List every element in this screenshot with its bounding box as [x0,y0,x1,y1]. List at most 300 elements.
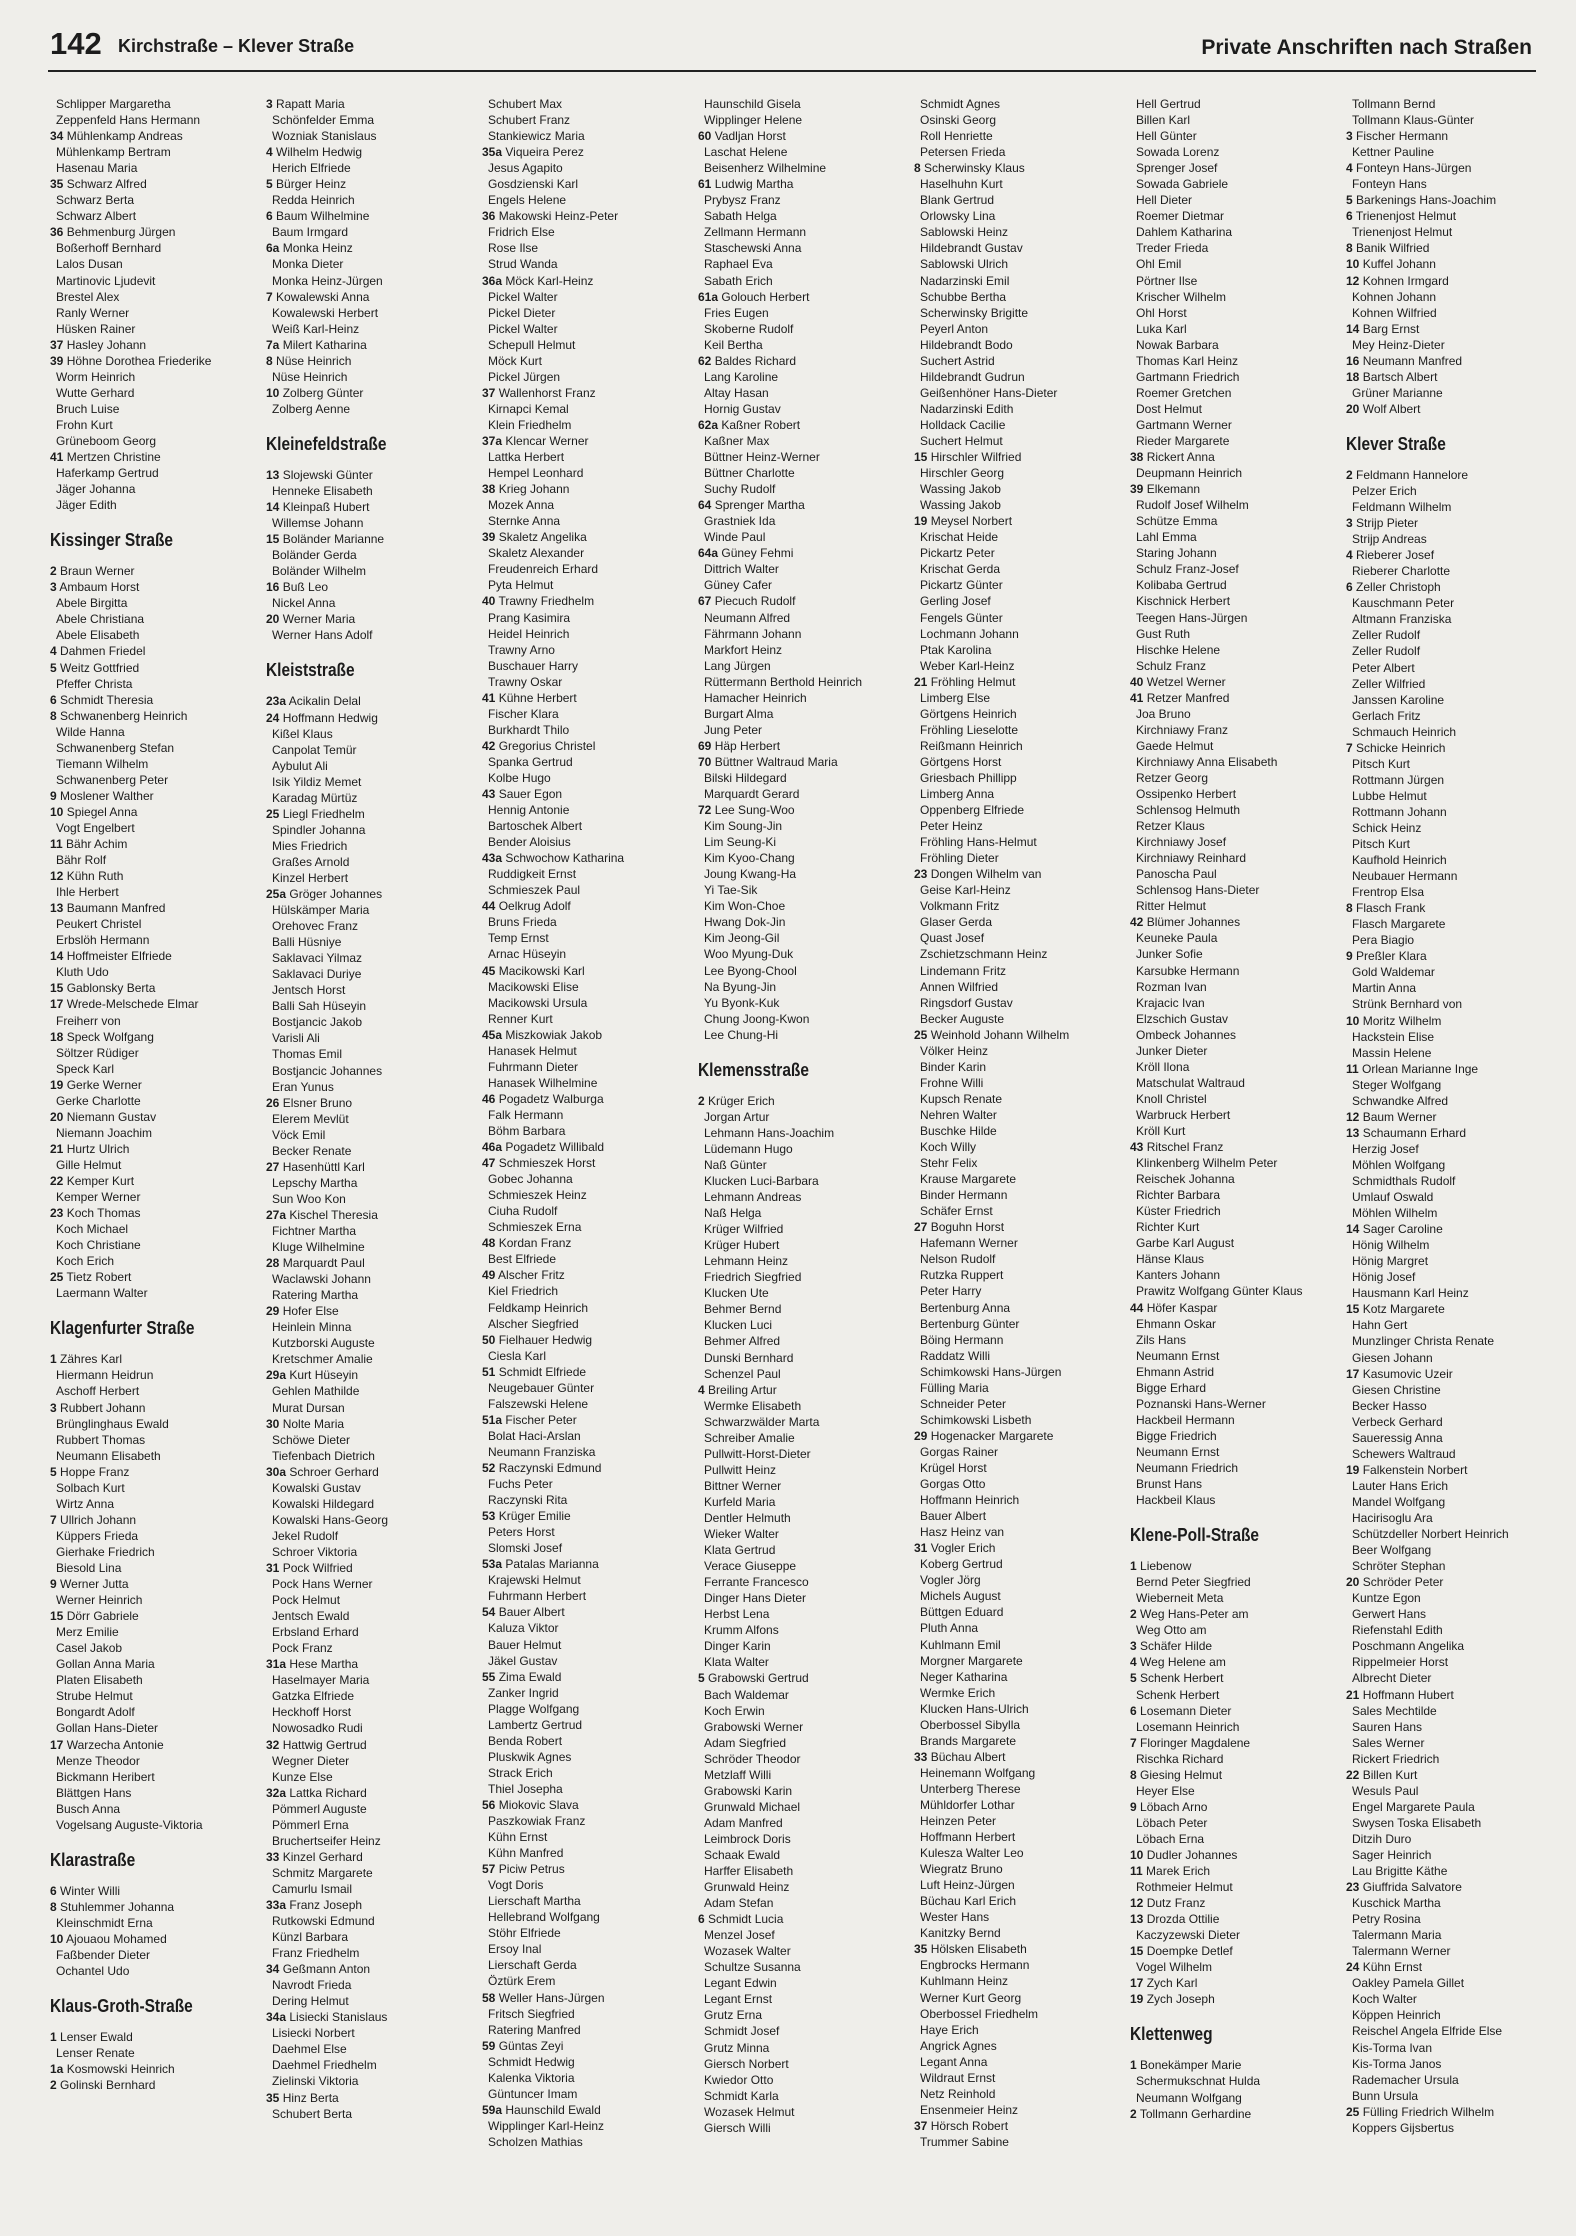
resident-name: Schmidt Hedwig [488,2054,575,2069]
resident-entry [1346,1767,1558,1783]
resident-entry [266,1400,478,1416]
resident-entry [914,577,1126,593]
resident-name: Petry Rosina [1352,1912,1421,1927]
house-number: 33a [266,1897,287,1912]
resident-name: Franz Friedhelm [272,1946,360,1961]
resident-entry [50,643,262,659]
house-number: 32a [266,1785,287,1800]
resident-name: Kuffel Johann [1362,257,1436,272]
resident-entry [1346,1574,1558,1590]
resident-entry [482,1717,694,1733]
resident-name: Ochantel Udo [56,1964,130,1979]
resident-name: Bongardt Adolf [56,1705,135,1720]
resident-name: Biesold Lina [56,1560,122,1575]
house-number: 2 [1346,467,1353,482]
resident-name: Garbe Karl August [1136,1236,1235,1251]
house-number: 30 [266,1416,280,1431]
resident-entry [914,1877,1126,1893]
resident-name: Trawny Oskar [488,674,563,689]
resident-name: Rieder Margarete [1136,433,1230,448]
house-number: 28 [266,1256,280,1271]
resident-name: Hasenau Maria [56,161,138,176]
resident-name: Neumann Wolfgang [1136,2090,1242,2105]
resident-entry [266,1785,478,1801]
house-number: 1 [1130,1559,1137,1574]
resident-entry [1346,643,1558,659]
resident-name: Brünglinghaus Ewald [56,1416,169,1431]
resident-name: Küppers Frieda [56,1528,139,1543]
resident-entry [482,930,694,946]
resident-entry [914,1011,1126,1027]
resident-name: Rickert Anna [1146,450,1215,465]
resident-entry [266,950,478,966]
resident-name: Klucken Hans-Ulrich [920,1701,1029,1716]
resident-name: Nüse Heinrich [272,369,348,384]
resident-entry [1130,1396,1342,1412]
resident-name: Gobec Johanna [488,1172,573,1187]
resident-name: Schenk Herbert [1136,1687,1220,1702]
resident-name: Thomas Karl Heinz [1136,353,1239,368]
resident-name: Möhlen Wolfgang [1352,1157,1446,1172]
resident-entry [698,465,910,481]
resident-entry [266,982,478,998]
resident-name: Jäger Johanna [56,482,136,497]
resident-entry [266,1111,478,1127]
house-number: 10 [50,1931,64,1946]
resident-name: Rubbert Thomas [56,1432,146,1447]
resident-entry [482,1765,694,1781]
resident-entry [1346,1526,1558,1542]
resident-entry [698,1093,910,1109]
resident-name: Fischer Klara [488,706,559,721]
resident-entry [698,930,910,946]
resident-entry [698,770,910,786]
resident-name: Hönig Margret [1352,1254,1429,1269]
resident-name: Oppenberg Elfriede [920,803,1025,818]
resident-name: Gollan Anna Maria [56,1657,155,1672]
resident-entry [914,818,1126,834]
resident-entry [50,289,262,305]
house-number: 17 [50,997,64,1012]
resident-entry [1346,1366,1558,1382]
resident-entry [266,1592,478,1608]
street-heading: Klagenfurter Straße [50,1318,195,1339]
resident-name: Jäkel Gustav [488,1653,558,1668]
resident-name: Becker Hasso [1352,1398,1427,1413]
resident-name: Wilhelm Hedwig [276,145,363,160]
resident-name: Aybulut Ali [272,758,328,773]
resident-entry [266,1576,478,1592]
house-number: 1 [1130,2058,1137,2073]
resident-name: Thiel Josepha [488,1781,563,1796]
resident-entry [1130,1703,1342,1719]
resident-entry [482,1813,694,1829]
resident-name: Gosdzienski Karl [488,177,579,192]
resident-name: Büttner Charlotte [704,466,795,481]
resident-name: Meysel Norbert [930,514,1013,529]
resident-name: Schimkowski Hans-Jürgen [920,1364,1062,1379]
resident-entry [698,1366,910,1382]
resident-entry [50,2045,262,2061]
resident-entry [482,433,694,449]
resident-entry [50,1253,262,1269]
resident-entry [482,1749,694,1765]
resident-entry [914,866,1126,882]
resident-name: Kluth Udo [56,965,109,980]
resident-name: Görtgens Heinrich [920,706,1017,721]
resident-entry [482,1877,694,1893]
house-number: 11 [1346,1061,1359,1076]
resident-name: Schwochow Katharina [505,851,625,866]
resident-entry [914,224,1126,240]
resident-name: Kanters Johann [1136,1268,1221,1283]
resident-name: Wassing Jakob [920,482,1001,497]
resident-name: Munzlinger Christa Renate [1352,1334,1495,1349]
resident-entry [698,1382,910,1398]
resident-name: Busch Anna [56,1801,121,1816]
resident-entry [698,176,910,192]
resident-name: Koch Willy [920,1140,977,1155]
house-number: 3 [1346,129,1353,144]
resident-entry [914,995,1126,1011]
resident-entry [914,1316,1126,1332]
resident-entry [1130,786,1342,802]
resident-entry [482,1283,694,1299]
house-number: 58 [482,1990,496,2005]
resident-name: Kis-Torma Janos [1352,2056,1442,2071]
resident-name: Heckhoff Horst [272,1705,352,1720]
house-number: 5 [1346,193,1353,208]
resident-name: Ringsdorf Gustav [920,995,1013,1010]
resident-name: Erbslöh Hermann [56,933,150,948]
house-number: 6 [1130,1703,1137,1718]
resident-entry [482,866,694,882]
house-number: 4 [1130,1655,1137,1670]
resident-entry [482,545,694,561]
resident-name: Lenser Ewald [60,2030,133,2045]
resident-entry [914,1203,1126,1219]
resident-name: Kim Jeong-Gil [704,931,780,946]
resident-entry [482,1845,694,1861]
resident-name: Flasch Frank [1356,901,1426,916]
resident-name: Klencar Werner [505,433,589,448]
resident-name: Lattka Richard [289,1785,367,1800]
house-number: 2 [1130,2106,1137,2121]
resident-entry [482,2118,694,2134]
resident-entry [482,1604,694,1620]
resident-entry [698,1831,910,1847]
resident-entry [698,192,910,208]
resident-name: Dörr Gabriele [66,1609,139,1624]
resident-entry [1130,674,1342,690]
resident-entry [1130,1107,1342,1123]
resident-entry [50,660,262,676]
house-number: 35 [914,1942,928,1957]
house-number: 20 [1346,1575,1360,1590]
column-1 [50,96,262,2216]
resident-name: Miokovic Slava [498,1797,579,1812]
street-heading: Klene-Poll-Straße [1130,1525,1260,1546]
resident-entry [1130,1139,1342,1155]
resident-entry [914,1412,1126,1428]
house-number: 25 [914,1027,928,1042]
resident-entry [482,995,694,1011]
resident-entry [266,2106,478,2122]
house-number: 61 [698,177,712,192]
resident-entry [50,1464,262,1480]
resident-name: Arnac Hüseyin [488,947,567,962]
resident-name: Raczynski Rita [488,1493,568,1508]
resident-entry [482,1861,694,1877]
resident-entry [1346,1943,1558,1959]
resident-entry [482,754,694,770]
resident-name: Bolat Haci-Arslan [488,1428,581,1443]
resident-entry [698,417,910,433]
resident-entry [914,722,1126,738]
house-number: 39 [50,353,64,368]
house-number: 27 [914,1220,928,1235]
resident-name: Strijp Andreas [1352,532,1427,547]
resident-entry [266,1255,478,1271]
resident-entry [482,144,694,160]
resident-entry [914,289,1126,305]
resident-entry [50,224,262,240]
house-number: 56 [482,1797,496,1812]
resident-name: Wassing Jakob [920,498,1001,513]
resident-name: Kinzel Gerhard [282,1849,363,1864]
resident-name: Vogler Jörg [920,1573,981,1588]
house-number: 24 [1346,1960,1360,1975]
resident-name: Hanasek Wilhelmine [488,1075,598,1090]
resident-entry [1346,676,1558,692]
resident-entry [698,2023,910,2039]
resident-name: Oberbossel Friedhelm [920,2006,1039,2021]
resident-name: Ambaum Horst [59,580,140,595]
resident-name: Roemer Gretchen [1136,385,1232,400]
resident-name: Sprenger Josef [1136,161,1218,176]
resident-entry [1346,932,1558,948]
resident-entry [698,1783,910,1799]
house-number: 39 [482,530,496,545]
resident-name: Leimbrock Doris [704,1831,791,1846]
resident-name: Best Elfriede [488,1252,557,1267]
resident-entry [1130,1735,1342,1751]
resident-name: Glaser Gerda [920,915,993,930]
resident-entry [698,1879,910,1895]
resident-name: Kinzel Herbert [272,870,349,885]
resident-entry [698,1815,910,1831]
resident-name: Jentsch Ewald [272,1609,350,1624]
resident-entry [914,2006,1126,2022]
resident-entry [482,979,694,995]
resident-name: Monka Dieter [272,257,344,272]
resident-entry [50,176,262,192]
resident-name: Bostjancic Johannes [272,1063,383,1078]
house-number: 64 [698,498,712,513]
house-number: 7 [1130,1735,1137,1750]
resident-entry [1346,499,1558,515]
resident-name: Koberg Gertrud [920,1557,1003,1572]
resident-entry [266,208,478,224]
resident-entry [266,1063,478,1079]
resident-entry [1130,305,1342,321]
resident-entry [266,305,478,321]
resident-name: Prang Kasimira [488,610,571,625]
resident-entry [50,417,262,433]
resident-name: Mühlenkamp Bertram [56,145,171,160]
house-number: 51a [482,1412,503,1427]
resident-name: Löbach Arno [1140,1799,1208,1814]
resident-name: Giersch Norbert [704,2056,789,2071]
house-number: 52 [482,1460,496,1475]
resident-name: Herich Elfriede [272,161,351,176]
house-number: 8 [1346,901,1353,916]
resident-name: Rottmann Jürgen [1352,772,1445,787]
resident-name: Zanker Ingrid [488,1685,559,1700]
resident-name: Chung Joong-Kwon [704,1011,810,1026]
resident-name: Volkmann Fritz [920,899,1000,914]
resident-entry [914,1300,1126,1316]
resident-name: Wrede-Melschede Elmar [66,997,199,1012]
resident-entry [482,1925,694,1941]
resident-name: Kemper Werner [56,1190,141,1205]
resident-entry [698,1414,910,1430]
resident-entry [1346,1670,1558,1686]
resident-entry [1130,481,1342,497]
resident-entry [914,850,1126,866]
resident-entry [50,1383,262,1399]
resident-name: Zych Karl [1146,1976,1198,1991]
resident-entry [1346,192,1558,208]
resident-name: Schmidt Lucia [708,1912,784,1927]
resident-name: Schwandke Alfred [1352,1093,1449,1108]
resident-name: Krüger Emilie [498,1509,571,1524]
resident-name: Zeller Wilfried [1352,676,1426,691]
resident-name: Grunwald Michael [704,1799,801,1814]
resident-name: Losemann Dieter [1140,1703,1232,1718]
house-number: 31 [266,1560,280,1575]
resident-entry [1346,515,1558,531]
resident-name: Ciesla Karl [488,1348,547,1363]
resident-name: Retzer Klaus [1136,819,1205,834]
resident-name: Schwarz Albert [56,209,137,224]
resident-entry [1130,898,1342,914]
house-number: 60 [698,129,712,144]
resident-name: Baum Wilhelmine [276,209,370,224]
resident-entry [1130,1959,1342,1975]
house-number: 10 [1130,1847,1144,1862]
house-number: 2 [50,2078,57,2093]
resident-name: Künzl Barbara [272,1930,349,1945]
resident-entry [1130,1380,1342,1396]
resident-name: Höfer Kaspar [1146,1300,1218,1315]
resident-entry [482,1251,694,1267]
resident-name: Elerem Mevlüt [272,1111,349,1126]
resident-entry [914,1653,1126,1669]
street-heading: Klarastraße [50,1849,136,1870]
resident-name: Fridrich Else [488,225,555,240]
resident-name: Klucken Luci [704,1318,773,1333]
resident-name: Hischke Helene [1136,642,1221,657]
resident-entry [482,1637,694,1653]
resident-entry [266,256,478,272]
resident-name: Poznanski Hans-Werner [1136,1396,1266,1411]
resident-entry [698,1719,910,1735]
resident-name: Kühn Ruth [66,869,124,884]
house-number: 19 [1130,1992,1144,2007]
resident-entry [914,192,1126,208]
resident-entry [914,1701,1126,1717]
house-number: 6 [698,1912,705,1927]
resident-name: Hildebrandt Gudrun [920,369,1025,384]
resident-entry [1130,1075,1342,1091]
resident-entry [1346,1783,1558,1799]
resident-entry [50,1931,262,1947]
resident-entry [698,321,910,337]
resident-entry [266,1688,478,1704]
resident-name: Fährmann Johann [704,626,802,641]
resident-name: Feldmann Hannelore [1356,467,1469,482]
resident-entry [266,1223,478,1239]
resident-entry [1346,321,1558,337]
resident-name: Güntuncer Imam [488,2086,578,2101]
resident-entry [482,1508,694,1524]
resident-name: Boländer Marianne [282,532,385,547]
resident-name: Koppers Gijsbertus [1352,2120,1455,2135]
resident-entry [914,914,1126,930]
resident-entry [266,1303,478,1319]
resident-entry [266,1961,478,1977]
resident-name: Kühn Manfred [488,1846,564,1861]
resident-name: Heidel Heinrich [488,626,570,641]
resident-name: Hackbeil Klaus [1136,1493,1216,1508]
resident-entry [1346,1558,1558,1574]
resident-name: Kaczyzewski Dieter [1136,1928,1241,1943]
resident-entry [698,353,910,369]
resident-entry [266,1480,478,1496]
resident-name: Kuhlmann Emil [920,1637,1001,1652]
resident-entry [914,1396,1126,1412]
resident-name: Talermann Werner [1352,1944,1451,1959]
resident-name: Dittrich Walter [704,562,779,577]
resident-entry [914,305,1126,321]
resident-entry [1130,1011,1342,1027]
house-number: 54 [482,1605,496,1620]
resident-entry [482,1059,694,1075]
resident-name: Strud Wanda [488,257,558,272]
resident-name: Burgart Alma [704,706,774,721]
resident-entry [482,305,694,321]
resident-entry [1346,1847,1558,1863]
house-number: 16 [266,580,280,595]
resident-name: Lee Sung-Woo [714,803,795,818]
resident-name: Joa Bruno [1136,706,1191,721]
resident-entry [1130,1815,1342,1831]
resident-entry [1130,1267,1342,1283]
house-number: 43 [482,787,496,802]
resident-name: Weitz Gottfried [60,660,140,675]
resident-entry [1346,1751,1558,1767]
resident-name: Krieg Johann [498,482,570,497]
resident-name: Keil Bertha [704,337,763,352]
resident-name: Koch Michael [56,1222,129,1237]
resident-name: Limberg Anna [920,787,995,802]
resident-name: Kühn Ernst [488,1830,548,1845]
resident-name: Koch Christiane [56,1238,141,1253]
resident-name: Abele Christiana [56,612,145,627]
resident-name: Junker Dieter [1136,1043,1208,1058]
house-number: 4 [1346,548,1353,563]
